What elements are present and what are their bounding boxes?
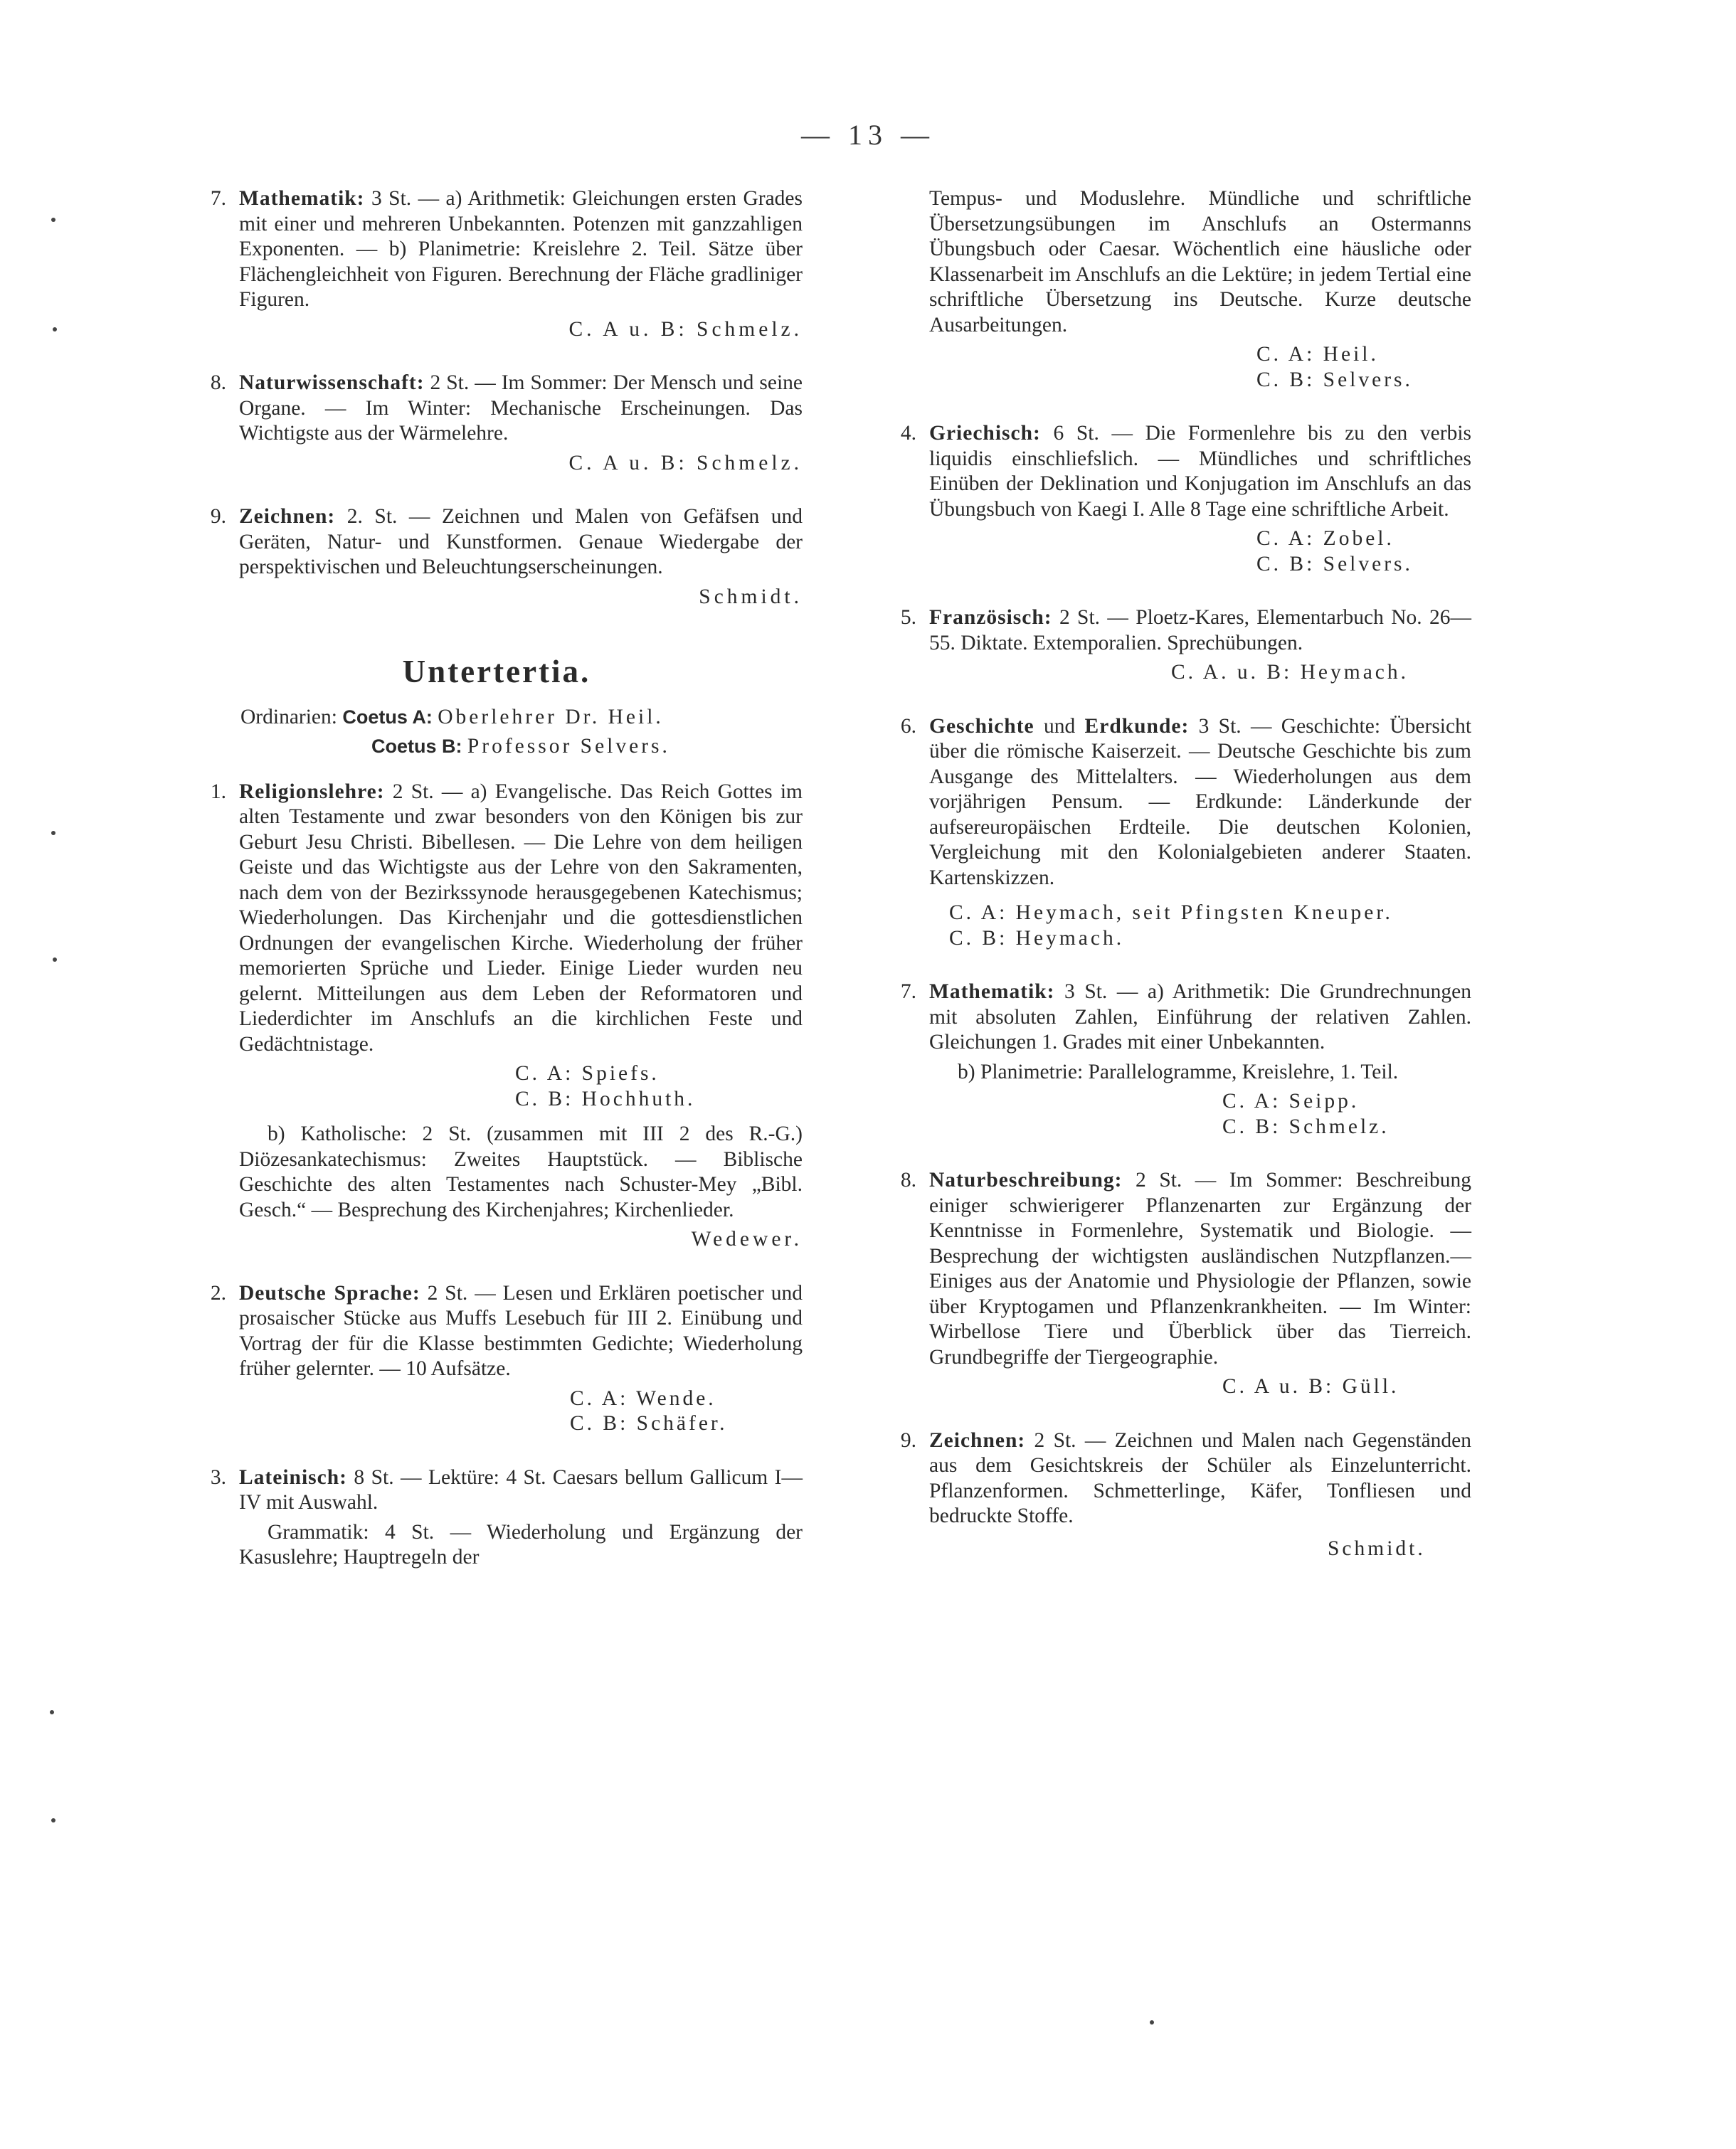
entry-text: 3 St. — Geschichte: Übersicht über die römische Kaiserzeit. — Deutsche Geschichte bis zum Ausgange des Mittelalters. — Wiederholungen aus dem vorjährigen Pensum. — Erdkunde: Länderkunde der aufsereuropäischen Erdteile. Die deutschen Kolonien, Vergleichung mit den Kolonialgebieten anderer Staaten. Kartenskizzen. [929,714,1472,889]
entry-zeichnen-untertertia [881,1428,1471,1562]
entry-text: 6 St. — Die Formenlehre bis zu den verbis liquidis einschliefslich. — Mündliches und schriftliches Einüben der Deklination und Konjugation im Anschlufs an das Übungsbuch von Kaegi I. Alle 8 Tage eine schriftliche Arbeit. [929,422,1472,521]
entry-lateinisch [191,1465,803,1571]
teacher-name: C. A u. B: Schmelz. [568,317,803,341]
margin-mark [51,831,55,835]
entry-number: 3. [210,1465,226,1489]
teacher-name: C. A u. B: Güll. [1222,1375,1399,1398]
coetus-b-label: Coetus B: [371,736,462,757]
entry-geschichte-erdkunde [881,714,1471,952]
subject-heading: Griechisch: [929,422,1041,445]
teacher-name: C. B: Schmelz. [1222,1115,1390,1138]
ordinarien-label: Ordinarien: [240,705,337,728]
entry-number: 6. [900,714,916,738]
subject-heading: Naturbeschreibung: [929,1169,1123,1192]
coetus-a-label: Coetus A: [342,706,433,728]
teacher-name: C. A: Heymach, seit Pfingsten Kneuper. [949,901,1393,924]
entry-number: 7. [210,187,226,210]
teacher-name: C. A: Heil. [1256,343,1379,366]
teacher-name: C. A: Zobel. [1256,527,1394,550]
left-column [191,186,803,1599]
margin-mark [51,1818,55,1822]
subject-heading: Französisch: [929,606,1052,629]
entry-number: 9. [900,1428,916,1452]
margin-mark [50,1710,54,1714]
entry-number: 8. [210,371,226,394]
page-number: — 13 — [801,119,935,151]
teacher-block [929,526,1471,577]
entry-text: 2 St. — Lesen und Erklären poetischer und prosaischer Stücke aus Muffs Lesebuch für III 2. Einübung und Vortrag der für die Klasse bestimmten Gedichte; Wiederholung früher gelernter. — 10 Aufsätze. [239,1281,803,1380]
entry-griechisch [881,421,1471,577]
ordinarien-row-b [240,734,803,760]
entry-text: 8 St. — Lektüre: 4 St. Caesars bellum Gallicum I—IV mit Auswahl. [239,1465,803,1514]
entry-text-grammatik: Grammatik: 4 St. — Wiederholung und Ergänzung der Kasuslehre; Hauptregeln der [239,1520,803,1569]
entry-text: 2 St. — a) Evangelische. Das Reich Gottes im alten Testamente und zwar besonders von den Königen bis zur Geburt Jesu Christi. Bibellesen. — Die Lehre von dem heiligen Geiste und das Wichtigste aus der Lehre von den Sakramenten, nach dem von der Bezirkssynode herausgegebenen Katechismus; Wiederholungen. Das Kirchenjahr und die gottesdienstlichen Ordnungen der evangelischen Kirche. Wiederholung der früher memorierten Sprüche und Lieder. Einige Lieder wurden neu gelernt. Mitteilungen aus dem Leben der Reformatoren und Liederdichter im Anschlufs an die kirchlichen Feste und Gedächtnistage. [239,780,803,1056]
teacher-block [239,1386,803,1437]
subject-heading: Mathematik: [929,980,1055,1003]
entry-text: 3 St. — a) Arithmetik: Gleichungen ersten Grades mit einer und mehreren Unbekannten. Potenzen mit ganzzahligen Exponenten. — b) Planimetrie: Kreislehre 2. Teil. Sätze über Flächengleichheit von Figuren. Berechnung der Fläche gradliniger Figuren. [239,187,803,311]
teacher-block [239,1061,803,1112]
entry-naturbeschreibung [881,1168,1471,1400]
entry-text-katholisch: b) Katholische: 2 St. (zusammen mit III 2 des R.-G.) Diözesankatechismus: Zweites Hauptstück. — Biblische Geschichte des alten Testamentes nach Schuster-Mey „Bibl. Gesch.“ — Besprechung des Kirchenjahres; Kirchenlieder. [239,1123,803,1221]
section-title: Untertertia. [402,654,591,689]
teacher-name: Schmidt. [1328,1537,1426,1560]
entry-text: 3 St. — a) Arithmetik: Die Grundrechnungen mit absoluten Zahlen, Einführung der relativen Zahlen. Gleichungen 1. Grades mit einer Unbekannten. [929,980,1472,1054]
entry-number: 9. [210,505,226,528]
teacher-name: C. A: Seipp. [1222,1090,1360,1113]
teacher-name: C. B: Heymach. [949,926,1125,950]
entry-number: 1. [210,780,226,803]
entry-text: 2 St. — Zeichnen und Malen nach Gegenständen aus dem Gesichtskreis der Schüler als Einzelunterricht. Pflanzenformen. Schmetterlinge, Käfer, Tonfliesen und bedruckte Stoffe. [929,1428,1471,1527]
entry-number: 4. [900,422,916,445]
ordinarien-row-a [240,705,803,731]
coetus-a-value: Oberlehrer Dr. Heil. [438,705,664,728]
teacher-block [929,901,1471,951]
coetus-b-value: Professor Selvers. [467,735,670,758]
subject-heading: Religionslehre: [239,780,385,803]
teacher-block [929,1089,1471,1140]
entry-naturwissenschaft [191,371,803,476]
subject-heading: Lateinisch: [239,1465,347,1489]
teacher-name: C. A: Wende. [570,1386,716,1410]
subject-heading: Naturwissenschaft: [239,371,425,394]
teacher-block [929,342,1471,393]
margin-mark [1150,2020,1154,2025]
subject-heading: Zeichnen: [239,505,336,528]
entry-number: 7. [900,980,916,1003]
entry-text: Tempus- und Moduslehre. Mündliche und schriftliche Übersetzungsübungen im Anschlufs an Ostermanns Übungsbuch oder Caesar. Wöchentlich eine häusliche oder Klassenarbeit im Anschlufs an die Lektüre; in jedem Tertial eine schriftliche Übersetzung ins Deutsche. Kurze deutsche Ausarbeitungen. [929,187,1471,336]
entry-text: 2 St. — Im Sommer: Der Mensch und seine Organe. — Im Winter: Mechanische Erscheinungen. Das Wichtigste aus der Wärmelehre. [239,371,803,445]
subject-heading: Deutsche Sprache: [239,1281,420,1305]
teacher-name: Wedewer. [691,1228,803,1251]
subject-heading: Mathematik: [239,187,365,210]
teacher-name: C. B: Selvers. [1256,368,1413,391]
entry-mathematik-untertertia [881,980,1471,1140]
teacher-name: C. B: Schäfer. [570,1412,728,1435]
entry-text: 2. St. — Zeichnen und Malen von Gefäfsen und Geräten, Natur- und Kunstformen. Genaue Wiedergabe der perspektivischen und Beleuchtungserscheinungen. [239,505,803,578]
entry-franzoesisch [881,605,1471,686]
margin-mark [53,957,57,962]
entry-text-planimetrie: b) Planimetrie: Parallelogramme, Kreislehre, 1. Teil. [958,1060,1399,1083]
subject-heading: Zeichnen: [929,1428,1026,1452]
entry-mathematik-obertertia [191,186,803,342]
subject-heading: Geschichte [929,714,1034,738]
teacher-name: C. B: Hochhuth. [515,1087,696,1110]
entry-number: 8. [900,1169,916,1192]
entry-lateinisch-continued [881,186,1471,393]
entry-zeichnen-obertertia [191,504,803,610]
subject-connector: und [1043,714,1076,738]
margin-mark [53,327,57,331]
entry-religionslehre [191,780,803,1253]
teacher-name: C. A: Spiefs. [515,1062,660,1085]
margin-mark [51,218,55,222]
entry-text: 2 St. — Ploetz-Kares, Elementarbuch No. 26—55. Diktate. Extemporalien. Sprechübungen. [929,606,1471,654]
teacher-name: Schmidt. [699,585,803,608]
entry-number: 5. [900,606,916,629]
teacher-name: C. A. u. B: Heymach. [1171,661,1409,684]
teacher-name: C. A u. B: Schmelz. [568,451,803,474]
teacher-name: C. B: Selvers. [1256,552,1413,575]
entry-text: 2 St. — Im Sommer: Beschreibung einiger schwierigerer Pflanzenarten zur Ergänzung der Kenntnisse in Formenlehre, Systematik und Biologie. — Besprechung der wichtigsten ausländischen Nutzpflanzen.—Einiges aus der Anatomie und Physiologie der Pflanzen, sowie über Kryptogamen und Pflanzenkrankheiten. — Im Winter: Wirbellose Tiere und Überblick über das Tierreich. Grundbegriffe der Tiergeographie. [929,1169,1472,1369]
entry-deutsche-sprache [191,1281,803,1437]
entry-number: 2. [210,1281,226,1305]
subject-heading: Erdkunde: [1084,714,1190,738]
right-column [881,186,1471,1590]
ordinarien-block [191,705,803,760]
